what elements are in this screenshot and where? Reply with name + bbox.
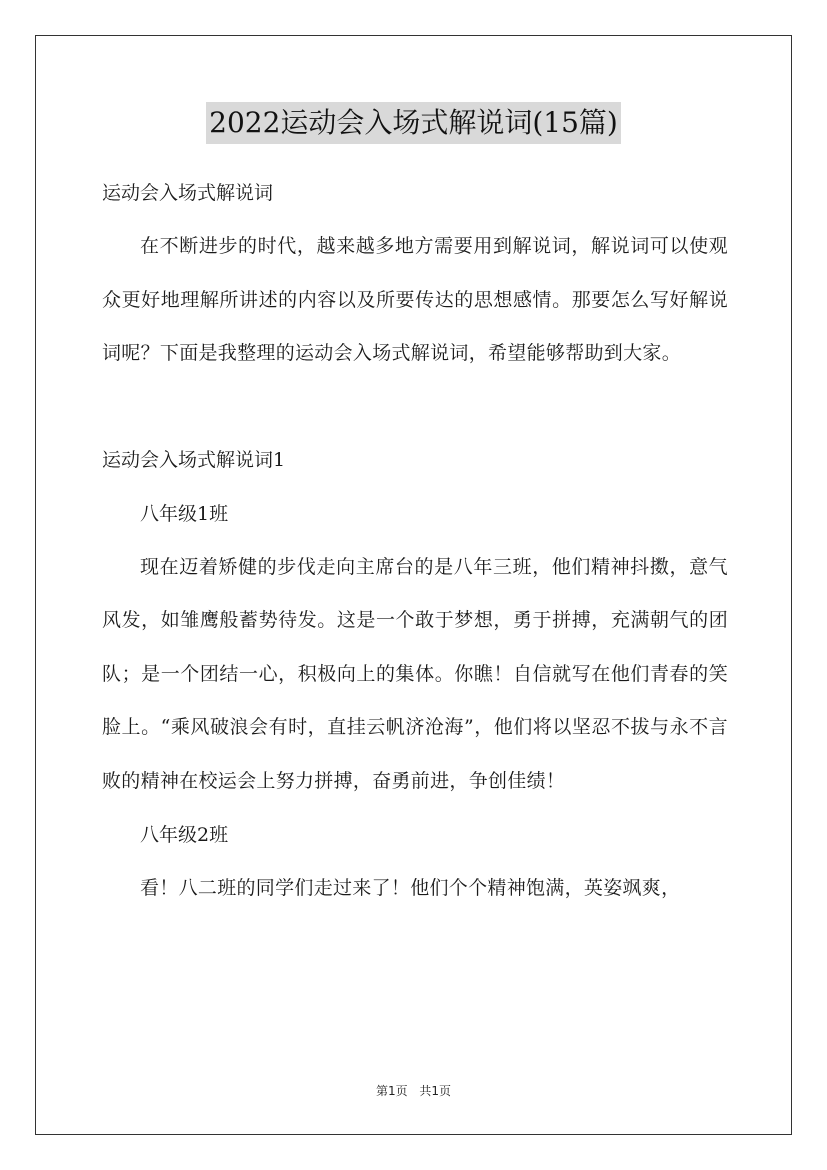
class-label-1: 八年级1班 <box>140 502 229 525</box>
section-heading-1: 运动会入场式解说词1 <box>102 448 286 471</box>
document-body <box>102 166 728 916</box>
intro-heading: 运动会入场式解说词 <box>102 182 274 204</box>
intro-paragraph: 在不断进步的时代，越来越多地方需要用到解说词，解说词可以使观众更好地理解所讲述的内容以及所要传达的思想感情。那要怎么写好解说词呢？下面是我整理的运动会入场式解说词，希望能够帮助到大家。 <box>102 235 728 364</box>
title-container <box>0 102 827 144</box>
page-number-current: 第1页 <box>375 1084 408 1098</box>
page-number-total: 共1页 <box>419 1084 452 1098</box>
document-title: 2022运动会入场式解说词(15篇) <box>206 102 621 144</box>
class-paragraph-1: 现在迈着矫健的步伐走向主席台的是八年三班，他们精神抖擞，意气风发，如雏鹰般蓄势待发。这是一个敢于梦想，勇于拼搏，充满朝气的团队；是一个团结一心，积极向上的集体。你瞧！自信就写在他们青春的笑脸上。“乘风破浪会有时，直挂云帆济沧海”，他们将以坚忍不拔与永不言败的精神在校运会上努力拼搏，奋勇前进，争创佳绩！ <box>102 555 728 792</box>
class-paragraph-2: 看！八二班的同学们走过来了！他们个个精神饱满，英姿飒爽， <box>140 877 681 899</box>
class-label-2: 八年级2班 <box>140 824 229 846</box>
spacer <box>102 381 728 433</box>
page-footer <box>0 1082 827 1099</box>
